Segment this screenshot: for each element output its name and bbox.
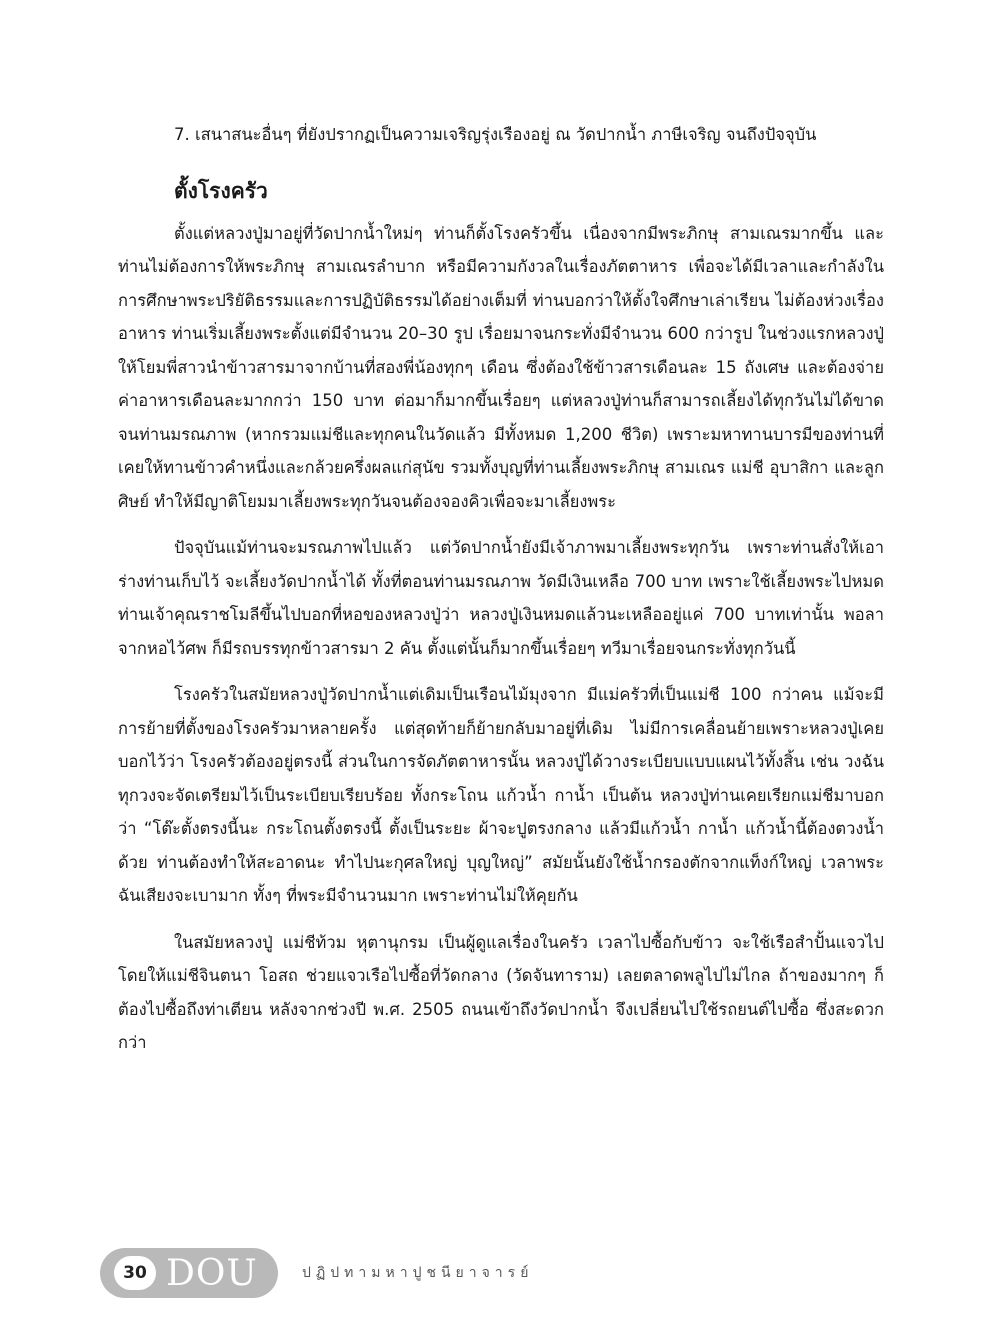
paragraph-4: ในสมัยหลวงปู่ แม่ชีท้วม หุตานุกรม เป็นผู้ดูแลเรื่องในครัว เวลาไปซื้อกับข้าว จะใช้เรือสำปั้นแจวไป โดยให้แม่ชีจินตนา โอสถ ช่วยแจวเรือไปซื้อที่วัดกลาง (วัดจันทาราม) เลยตลาดพลูไปไม่ไกล ถ้าของมากๆ ก็ต้องไปซื้อถึงท่าเตียน หลังจากช่วงปี พ.ศ. 2505 ถนนเข้าถึงวัดปากน้ำ จึงเปลี่ยนไปใช้รถยนต์ไปซื้อ ซึ่งสะดวกกว่า [118, 932, 884, 1052]
page-body [118, 118, 884, 1073]
paragraph-3: โรงครัวในสมัยหลวงปู่วัดปากน้ำแต่เดิมเป็นเรือนไม้มุงจาก มีแม่ครัวที่เป็นแม่ชี 100 กว่าคน แม้จะมีการย้ายที่ตั้งของโรงครัวมาหลายครั้ง แต่สุดท้ายก็ย้ายกลับมาอยู่ที่เดิม ไม่มีการเคลื่อนย้ายเพราะหลวงปู่เคยบอกไว้ว่า โรงครัวต้องอยู่ตรงนี้ ส่วนในการจัดภัตตาหารนั้น หลวงปู่ได้วางระเบียบแบบแผนไว้ทั้งสิ้น เช่น วงฉันทุกวงจะจัดเตรียมไว้เป็นระเบียบเรียบร้อย ทั้งกระโถน แก้วน้ำ กาน้ำ เป็นต้น หลวงปู่ท่านเคยเรียกแม่ชีมาบอกว่า “โต๊ะตั้งตรงนี้นะ กระโถนตั้งตรงนี้ ตั้งเป็นระยะ ผ้าจะปูตรงกลาง แล้วมีแก้วน้ำ กาน้ำ แก้วน้ำนี้ต้องตวงน้ำด้วย ท่านต้องทำให้สะอาดนะ ทำไปนะกุศลใหญ่ บุญใหญ่” สมัยนั้นยังใช้น้ำกรองตักจากแท็งก์ใหญ่ เวลาพระฉันเสียงจะเบามาก ทั้งๆ ที่พระมีจำนวนมาก เพราะท่านไม่ให้คุยกัน [118, 685, 884, 905]
paragraph-2: ปัจจุบันแม้ท่านจะมรณภาพไปแล้ว แต่วัดปากน้ำยังมีเจ้าภาพมาเลี้ยงพระทุกวัน เพราะท่านสั่งให้เอาร่างท่านเก็บไว้ จะเลี้ยงวัดปากน้ำได้ ทั้งที่ตอนท่านมรณภาพ วัดมีเงินเหลือ 700 บาท เพราะใช้เลี้ยงพระไปหมด ท่านเจ้าคุณราชโมลีขึ้นไปบอกที่หอของหลวงปู่ว่า หลวงปู่เงินหมดแล้วนะเหลืออยู่แค่ 700 บาทเท่านั้น พอลาจากหอไว้ศพ ก็มีรถบรรทุกข้าวสารมา 2 คัน ตั้งแต่นั้นก็มากขึ้นเรื่อยๆ ทวีมาเรื่อยจนกระทั่งทุกวันนี้ [118, 538, 884, 658]
section-heading: ตั้งโรงครัว [174, 178, 268, 203]
footer-badge [100, 1248, 278, 1298]
dou-logo: DOU [166, 1252, 258, 1294]
page-footer [100, 1247, 533, 1299]
page-number: 30 [114, 1256, 156, 1290]
book-title: ปฏิปทามหาปูชนียาจารย์ [302, 1265, 534, 1281]
list-item-7: 7. เสนาสนะอื่นๆ ที่ยังปรากฏเป็นความเจริญรุ่งเรืองอยู่ ณ วัดปากน้ำ ภาษีเจริญ จนถึงปัจจุบัน [174, 125, 817, 144]
paragraph-1: ตั้งแต่หลวงปู่มาอยู่ที่วัดปากน้ำใหม่ๆ ท่านก็ตั้งโรงครัวขึ้น เนื่องจากมีพระภิกษุ สามเณรมากขึ้น และท่านไม่ต้องการให้พระภิกษุ สามเณรลำบาก หรือมีความกังวลในเรื่องภัตตาหาร เพื่อจะได้มีเวลาและกำลังในการศึกษาพระปริยัติธรรมและการปฏิบัติธรรมได้อย่างเต็มที่ ท่านบอกว่าให้ตั้งใจศึกษาเล่าเรียน ไม่ต้องห่วงเรื่องอาหาร ท่านเริ่มเลี้ยงพระตั้งแต่มีจำนวน 20–30 รูป เรื่อยมาจนกระทั่งมีจำนวน 600 กว่ารูป ในช่วงแรกหลวงปู่ให้โยมพี่สาวนำข้าวสารมาจากบ้านที่สองพี่น้องทุกๆ เดือน ซึ่งต้องใช้ข้าวสารเดือนละ 15 ถังเศษ และต้องจ่ายค่าอาหารเดือนละมากกว่า 150 บาท ต่อมาก็มากขึ้นเรื่อยๆ แต่หลวงปู่ท่านก็สามารถเลี้ยงได้ทุกวันไม่ได้ขาดจนท่านมรณภาพ (หากรวมแม่ชีและทุกคนในวัดแล้ว มีทั้งหมด 1,200 ชีวิต) เพราะมหาทานบารมีของท่านที่เคยให้ทานข้าวคำหนึ่งและกล้วยครึ่งผลแก่สุนัข รวมทั้งบุญที่ท่านเลี้ยงพระภิกษุ สามเณร แม่ชี อุบาสิกา และลูกศิษย์ ทำให้มีญาติโยมมาเลี้ยงพระทุกวันจนต้องจองคิวเพื่อจะมาเลี้ยงพระ [118, 223, 884, 511]
